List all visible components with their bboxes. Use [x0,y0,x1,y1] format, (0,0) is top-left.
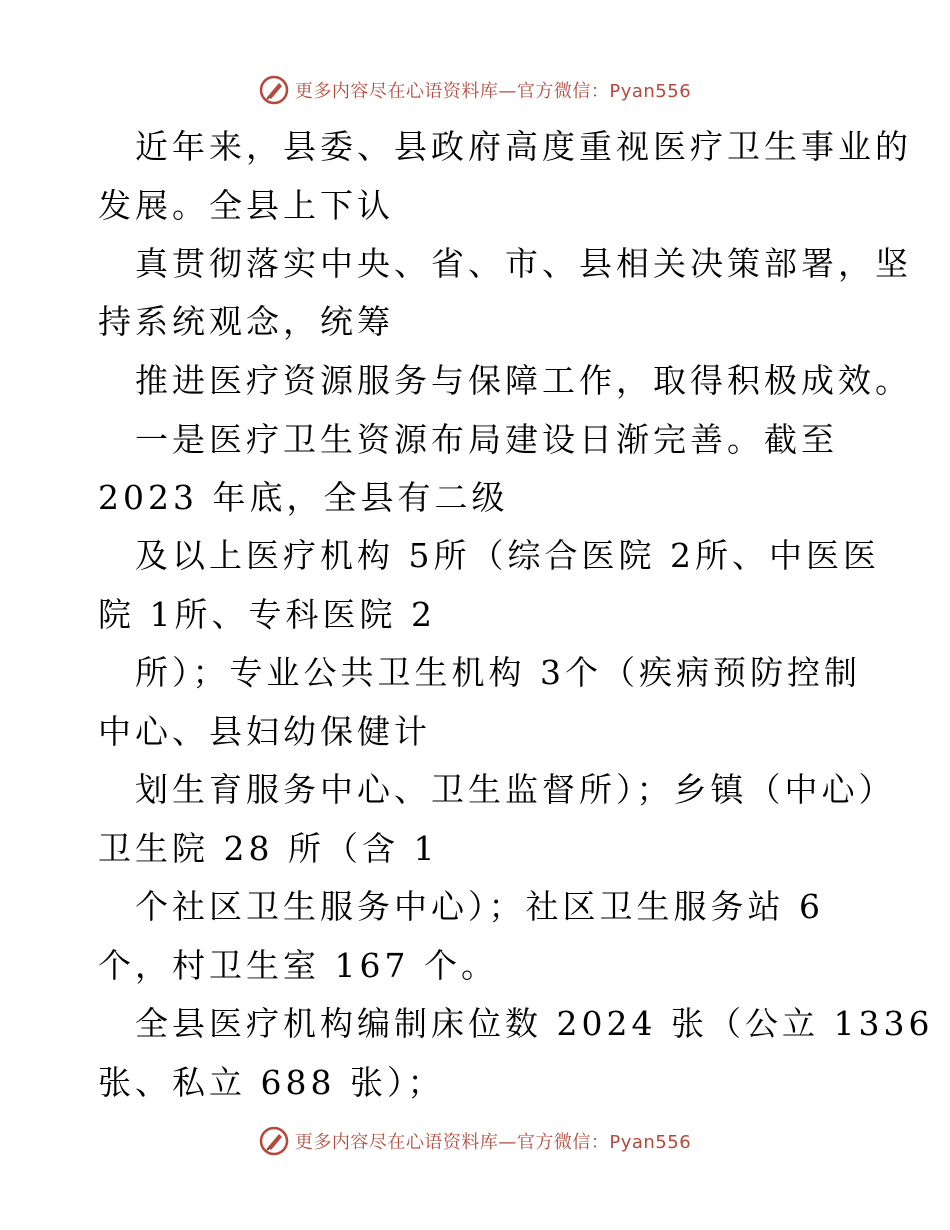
footer-dash: — [498,1132,517,1153]
text-line: 卫生院 28 所（含 1 [98,829,439,868]
text-line: 一是医疗卫生资源布局建设日渐完善。截至 [135,420,838,459]
text-line: 推进医疗资源服务与保障工作，取得积极成效。 [135,361,912,400]
pen-logo-icon [259,1126,289,1156]
header-dash: — [498,81,517,102]
text-line: 张、私立 688 张）； [98,1063,445,1102]
pen-logo-icon [259,75,289,105]
footer-brand: 更多内容尽在心语资料库 [294,1132,499,1153]
text-line: 个，村卫生室 167 个。 [98,946,498,985]
text-line: 中心、县妇幼保健计 [98,712,431,751]
text-line: 个社区卫生服务中心）；社区卫生服务站 6 [135,887,824,926]
header-banner-text [295,77,691,103]
text-line: 所）；专业公共卫生机构 3个（疾病预防控制 [135,653,861,692]
text-line: 及以上医疗机构 5所（综合医院 2所、中医医 [135,536,880,575]
text-line: 2023 年底，全县有二级 [98,478,509,517]
footer-wechat: 官方微信：Pyan556 [516,1132,692,1153]
text-line: 真贯彻落实中央、省、市、县相关决策部署，坚 [135,244,912,283]
header-banner [0,70,950,110]
text-line: 划生育服务中心、卫生监督所）；乡镇（中心） [135,770,896,809]
text-line: 发展。全县上下认 [98,186,394,225]
footer-banner [0,1121,950,1161]
text-line: 全县医疗机构编制床位数 2024 张（公立 1336 [135,1004,934,1043]
header-wechat: 官方微信：Pyan556 [516,81,692,102]
text-line: 院 1所、专科医院 2 [98,595,436,634]
header-brand: 更多内容尽在心语资料库 [294,81,499,102]
footer-banner-text [295,1128,691,1154]
text-line: 持系统观念，统筹 [98,302,394,341]
text-line: 近年来，县委、县政府高度重视医疗卫生事业的 [135,127,912,166]
